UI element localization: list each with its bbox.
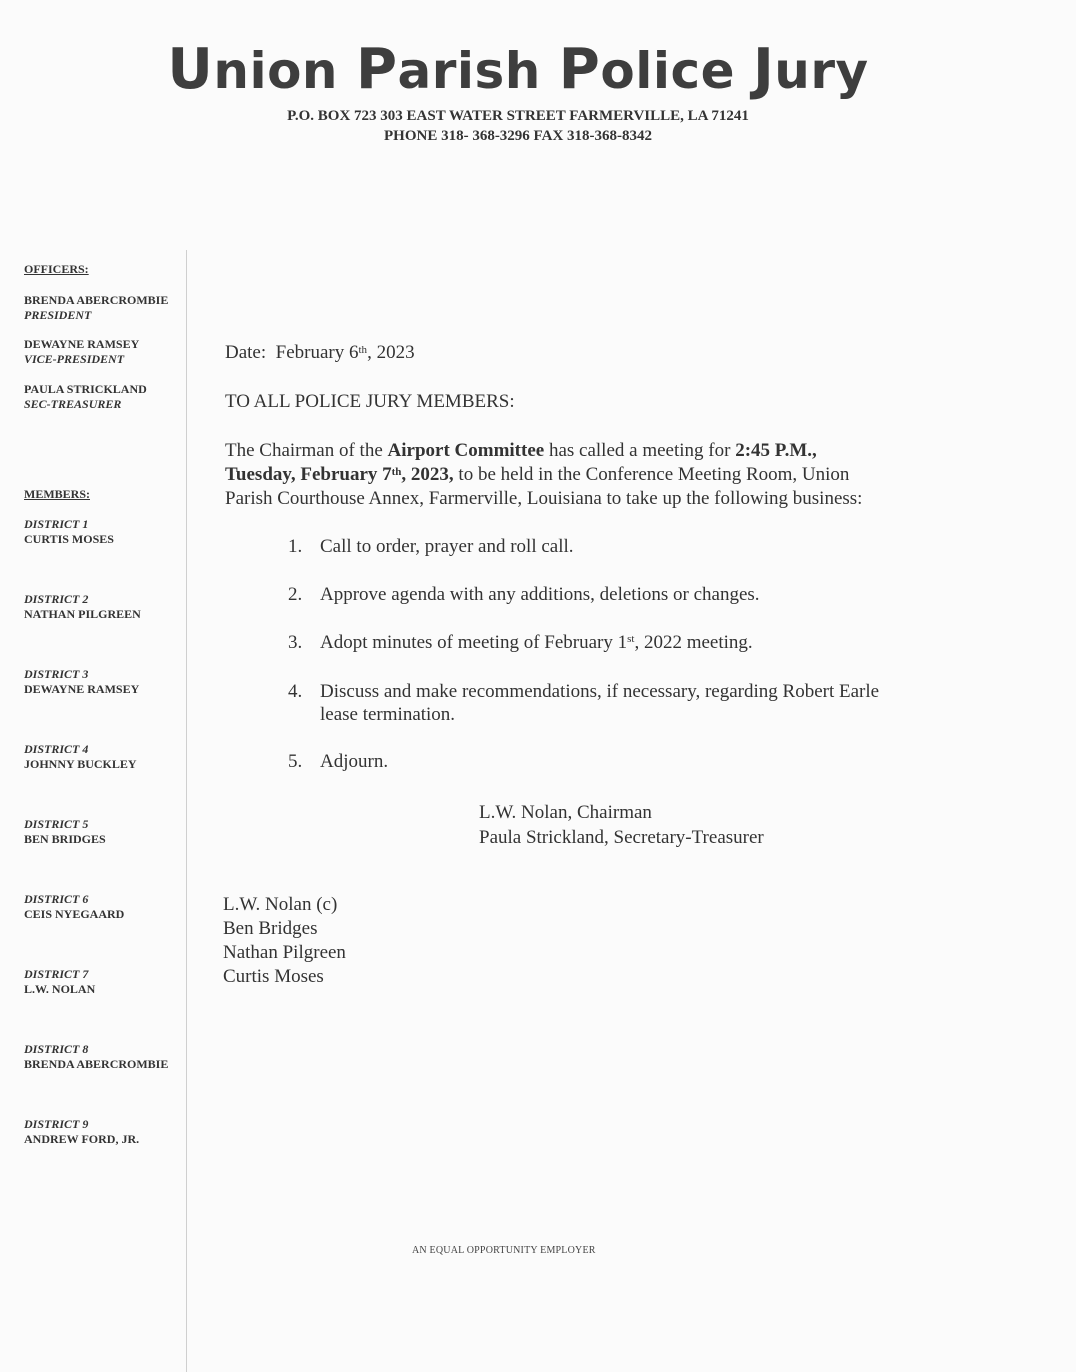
signature-secretary: Paula Strickland, Secretary-Treasurer — [479, 827, 764, 848]
committee-members-list — [223, 893, 346, 989]
footer-eeo: AN EQUAL OPPORTUNITY EMPLOYER — [412, 1245, 596, 1256]
agenda-item-5: 5. Adjourn. — [288, 751, 389, 772]
member-district-2: DISTRICT 2 NATHAN PILGREEN — [24, 592, 141, 621]
member-district-6: DISTRICT 6 CEIS NYEGAARD — [24, 892, 125, 921]
officer-sec-treasurer: PAULA STRICKLAND SEC-TREASURER — [24, 382, 147, 411]
agenda-item-2: 2. Approve agenda with any additions, deletions or changes. — [288, 584, 760, 605]
agenda-item-3: 3. Adopt minutes of meeting of February 1st, 2022 meeting. — [288, 632, 753, 653]
member-district-7: DISTRICT 7 L.W. NOLAN — [24, 967, 96, 996]
list-item: Curtis Moses — [223, 966, 324, 987]
phone-fax-line: PHONE 318- 368-3296 FAX 318-368-8342 — [383, 128, 653, 144]
member-district-5: DISTRICT 5 BEN BRIDGES — [24, 817, 106, 846]
signature-chairman: L.W. Nolan, Chairman — [479, 802, 652, 823]
signature-block — [479, 800, 764, 850]
officers-heading: OFFICERS: — [24, 262, 89, 276]
list-item: Ben Bridges — [223, 918, 318, 939]
list-item: L.W. Nolan (c) — [223, 894, 338, 915]
member-district-9: DISTRICT 9 ANDREW FORD, JR. — [24, 1117, 140, 1146]
list-item: Nathan Pilgreen — [223, 942, 346, 963]
member-district-3: DISTRICT 3 DEWAYNE RAMSEY — [24, 667, 140, 696]
member-district-8: DISTRICT 8 BRENDA ABERCROMBIE — [24, 1042, 169, 1071]
agenda-item-4: 4. Discuss and make recommendations, if necessary, regarding Robert Earle lease termination. — [288, 681, 880, 725]
officer-president: BRENDA ABERCROMBIE PRESIDENT — [24, 293, 169, 322]
agenda-item-1: 1. Call to order, prayer and roll call. — [288, 536, 574, 557]
address-line: P.O. BOX 723 303 EAST WATER STREET FARMERVILLE, LA 71241 — [287, 108, 749, 124]
member-district-4: DISTRICT 4 JOHNNY BUCKLEY — [24, 742, 137, 771]
sidebar-divider — [186, 250, 187, 1372]
org-address — [0, 106, 1036, 146]
member-district-1: DISTRICT 1 CURTIS MOSES — [24, 517, 114, 546]
members-heading: MEMBERS: — [24, 487, 90, 501]
meeting-notice: The Chairman of the Airport Committee has called a meeting for 2:45 P.M., Tuesday, February 7th, 2023, to be held in the Conference Meeting Room, Union Parish Courthouse Annex, Farmerville, Louisiana to take up the following business: — [225, 440, 863, 509]
letter-date: Date: February 6th, 2023 — [225, 342, 415, 363]
org-title: Union Parish Police Jury — [167, 37, 869, 102]
officer-vice-president: DEWAYNE RAMSEY VICE-PRESIDENT — [24, 337, 140, 366]
salutation: TO ALL POLICE JURY MEMBERS: — [225, 391, 515, 412]
